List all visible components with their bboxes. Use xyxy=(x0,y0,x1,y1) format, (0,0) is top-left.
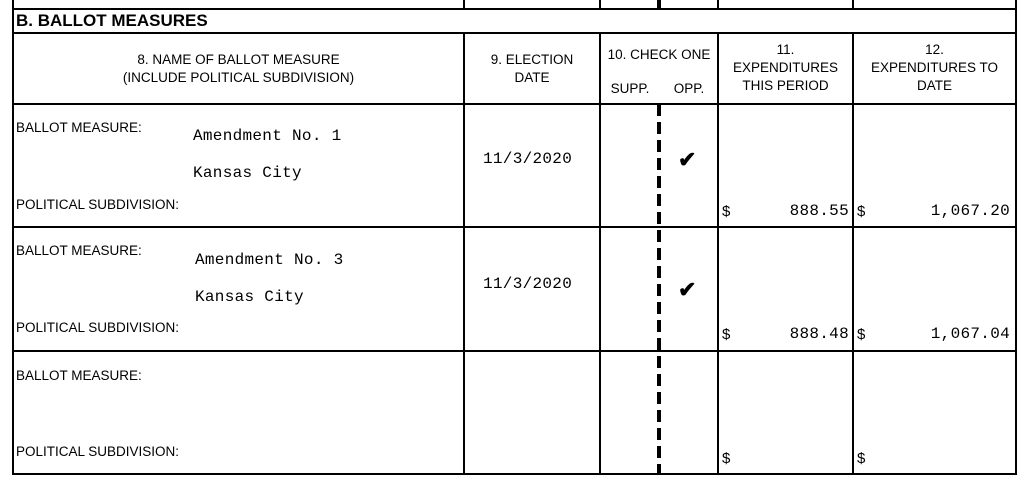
col-header-check-one: 10. CHECK ONE xyxy=(607,47,711,62)
ballot-measure-label: BALLOT MEASURE: xyxy=(16,368,142,383)
col-divider-period xyxy=(852,32,854,475)
political-subdivision-field[interactable] xyxy=(195,410,455,430)
col-header-todate-line3: DATE xyxy=(916,78,952,93)
col-header-election-line1: 9. ELECTION xyxy=(490,52,574,67)
election-date-field[interactable]: 11/3/2020 xyxy=(483,150,573,168)
supp-checkbox[interactable] xyxy=(618,400,648,424)
opp-checkmark-icon[interactable]: ✔ xyxy=(678,147,697,172)
header-top-border xyxy=(12,32,1017,34)
col-divider-date xyxy=(599,32,601,475)
political-subdivision-label: POLITICAL SUBDIVISION: xyxy=(16,197,180,212)
col-header-supp: SUPP. xyxy=(610,81,650,96)
expenditure-to-date-field[interactable]: 1,067.20 xyxy=(930,202,1010,220)
political-subdivision-field[interactable]: Kansas City xyxy=(195,288,304,306)
political-subdivision-label: POLITICAL SUBDIVISION: xyxy=(16,320,180,335)
col-header-period-line1: 11. xyxy=(776,42,795,57)
currency-symbol: $ xyxy=(857,326,866,343)
expenditure-this-period-field[interactable]: 888.48 xyxy=(789,325,849,343)
table-bottom-border xyxy=(12,473,1017,475)
col-header-election-date xyxy=(465,51,599,87)
row2-bottom-border xyxy=(12,350,1017,352)
election-date-field[interactable] xyxy=(483,400,593,420)
col-header-opp: OPP. xyxy=(673,81,705,96)
ballot-measure-name-field[interactable]: Amendment No. 1 xyxy=(193,127,342,145)
ballot-measure-name-field[interactable]: Amendment No. 3 xyxy=(195,251,344,269)
supp-opp-dashed-divider xyxy=(657,104,661,475)
opp-checkbox[interactable] xyxy=(678,400,708,424)
col-header-election-line2: DATE xyxy=(514,70,550,85)
expenditure-this-period-field[interactable]: 888.55 xyxy=(789,202,849,220)
col-header-name-line2: (INCLUDE POLITICAL SUBDIVISION) xyxy=(122,70,355,85)
ballot-measure-name-field[interactable] xyxy=(195,374,455,394)
political-subdivision-label: POLITICAL SUBDIVISION: xyxy=(16,444,180,459)
currency-symbol: $ xyxy=(857,450,866,467)
col-divider-check xyxy=(717,32,719,475)
supp-checkbox[interactable] xyxy=(618,277,648,301)
col-header-period-line3: THIS PERIOD xyxy=(742,78,829,93)
currency-symbol: $ xyxy=(722,203,731,220)
col-header-name xyxy=(14,51,463,87)
currency-symbol: $ xyxy=(857,203,866,220)
supp-checkbox[interactable] xyxy=(618,147,648,171)
col-divider-name xyxy=(463,32,465,475)
col-header-period-line2: EXPENDITURES xyxy=(732,60,839,75)
header-bottom-border xyxy=(12,103,1017,105)
expenditure-to-date-field[interactable]: 1,067.04 xyxy=(930,325,1010,343)
ballot-measure-label: BALLOT MEASURE: xyxy=(16,243,142,258)
expenditure-this-period-field[interactable] xyxy=(739,449,849,469)
currency-symbol: $ xyxy=(722,326,731,343)
table-right-border xyxy=(1015,8,1017,475)
election-date-field[interactable]: 11/3/2020 xyxy=(483,275,573,293)
col-header-expenditures-to-date xyxy=(854,41,1015,95)
row1-bottom-border xyxy=(12,226,1017,228)
section-title: B. BALLOT MEASURES xyxy=(16,11,208,30)
section-top-border xyxy=(12,8,1017,10)
expenditure-to-date-field[interactable] xyxy=(870,449,1010,469)
ballot-measure-label: BALLOT MEASURE: xyxy=(16,120,142,135)
currency-symbol: $ xyxy=(722,450,731,467)
col-header-todate-line1: 12. xyxy=(925,42,944,57)
col-header-expenditures-period xyxy=(719,41,852,95)
political-subdivision-field[interactable]: Kansas City xyxy=(193,164,302,182)
col-header-todate-line2: EXPENDITURES TO xyxy=(870,60,999,75)
opp-checkmark-icon[interactable]: ✔ xyxy=(678,277,697,302)
col-header-name-line1: 8. NAME OF BALLOT MEASURE xyxy=(137,52,340,67)
